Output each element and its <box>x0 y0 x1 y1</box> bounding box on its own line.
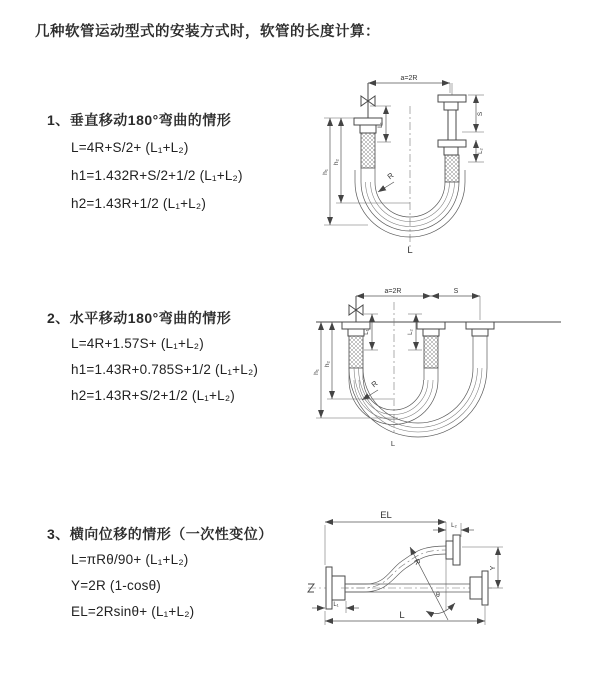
formula-h2: h2=1.43R+S/2+1/2 (L₁+L₂) <box>71 388 235 403</box>
formula-h2: h2=1.43R+1/2 (L₁+L₂) <box>71 196 207 211</box>
formula-h1: h1=1.43R+0.785S+1/2 (L₁+L₂) <box>71 362 259 377</box>
formula-length: L=4R+S/2+ (L₁+L₂) <box>71 140 189 155</box>
dim-el-label: EL <box>380 510 392 521</box>
flange <box>417 322 445 329</box>
angle-callout <box>426 592 455 614</box>
dim-l2-label: L₂ <box>478 148 484 154</box>
formula-length: L=4R+1.57S+ (L₁+L₂) <box>71 336 204 351</box>
radius-label: R <box>385 170 396 182</box>
dim-s-label: S <box>453 288 459 295</box>
formula-h1: h1=1.432R+S/2+1/2 (L₁+L₂) <box>71 168 243 183</box>
braided-hose <box>445 155 459 182</box>
flange <box>438 140 466 147</box>
dim-s-label: S <box>477 111 484 117</box>
dimension-span <box>356 288 431 296</box>
radius-callout <box>378 170 396 192</box>
dim-l2-label: L₂ <box>408 329 414 335</box>
formula-length: L=πRθ/90+ (L₁+L₂) <box>71 552 189 567</box>
braided-hose <box>349 336 363 368</box>
length-label: L <box>407 245 413 256</box>
flange <box>342 322 370 329</box>
hose-u-bend-position2 <box>349 368 487 437</box>
dimension-l1 <box>364 314 378 350</box>
dimension-l1 <box>312 601 359 613</box>
formula-el: EL=2Rsinθ+ (L₁+L₂) <box>71 604 195 619</box>
flange <box>444 102 458 110</box>
right-pipe <box>438 83 466 182</box>
dim-l2-label: L₂ <box>451 523 457 529</box>
dim-span-label: a=2R <box>384 288 402 295</box>
braided-hose <box>361 133 375 168</box>
length-label: L <box>390 439 396 448</box>
dim-h2-label: h₂ <box>333 158 340 166</box>
angle-label: θ <box>436 592 440 599</box>
diagram-horizontal-180-bend <box>308 282 600 454</box>
flange <box>360 125 376 133</box>
radius-label: R <box>369 378 380 390</box>
section-horizontal-bend <box>47 305 317 409</box>
section-heading: 1、垂直移动180°弯曲的情形 <box>47 112 232 128</box>
length-label: L <box>399 610 405 621</box>
radius-callout <box>410 547 448 620</box>
braided-hose <box>424 336 438 368</box>
formula-y: Y=2R (1-cosθ) <box>71 578 162 593</box>
flange <box>423 329 439 336</box>
right-pipe <box>466 322 494 368</box>
dim-l1-label: L₁ <box>377 122 384 128</box>
dim-h2-label: h₂ <box>324 360 331 368</box>
dimension-l2 <box>408 314 422 350</box>
page-title: 几种软管运动型式的安装方式时，软管的长度计算： <box>35 24 380 40</box>
dim-h1-label: h₁ <box>313 369 320 375</box>
dimension-l <box>325 606 485 625</box>
dim-y-label: Y <box>490 565 497 571</box>
hose-s-curve <box>341 546 446 592</box>
flange <box>438 95 466 102</box>
dim-l1-label: L₁ <box>333 602 339 608</box>
section-lateral-displacement <box>47 521 317 625</box>
dimension-s <box>431 288 480 320</box>
dimension-l2 <box>468 140 484 162</box>
section-vertical-bend <box>47 106 317 218</box>
right-flange <box>470 571 488 605</box>
section-heading: 2、水平移动180°弯曲的情形 <box>47 310 232 326</box>
flange <box>472 329 488 336</box>
dim-h1-label: h₁ <box>322 169 329 175</box>
flange <box>466 322 494 329</box>
dim-l1-label: L₁ <box>364 329 370 335</box>
middle-pipe <box>417 322 445 368</box>
diagram-vertical-180-bend <box>310 70 595 265</box>
section-heading: 3、横向位移的情形（一次性变位） <box>47 526 273 542</box>
flange <box>348 329 364 336</box>
diagram-lateral-displacement <box>298 503 600 648</box>
flange <box>444 147 458 155</box>
dim-span-label: a=2R <box>400 75 418 82</box>
upper-flange <box>446 535 460 565</box>
radius-label: R <box>411 557 423 567</box>
dimension-span <box>368 75 450 93</box>
hose-u-bend-position1 <box>349 368 438 425</box>
